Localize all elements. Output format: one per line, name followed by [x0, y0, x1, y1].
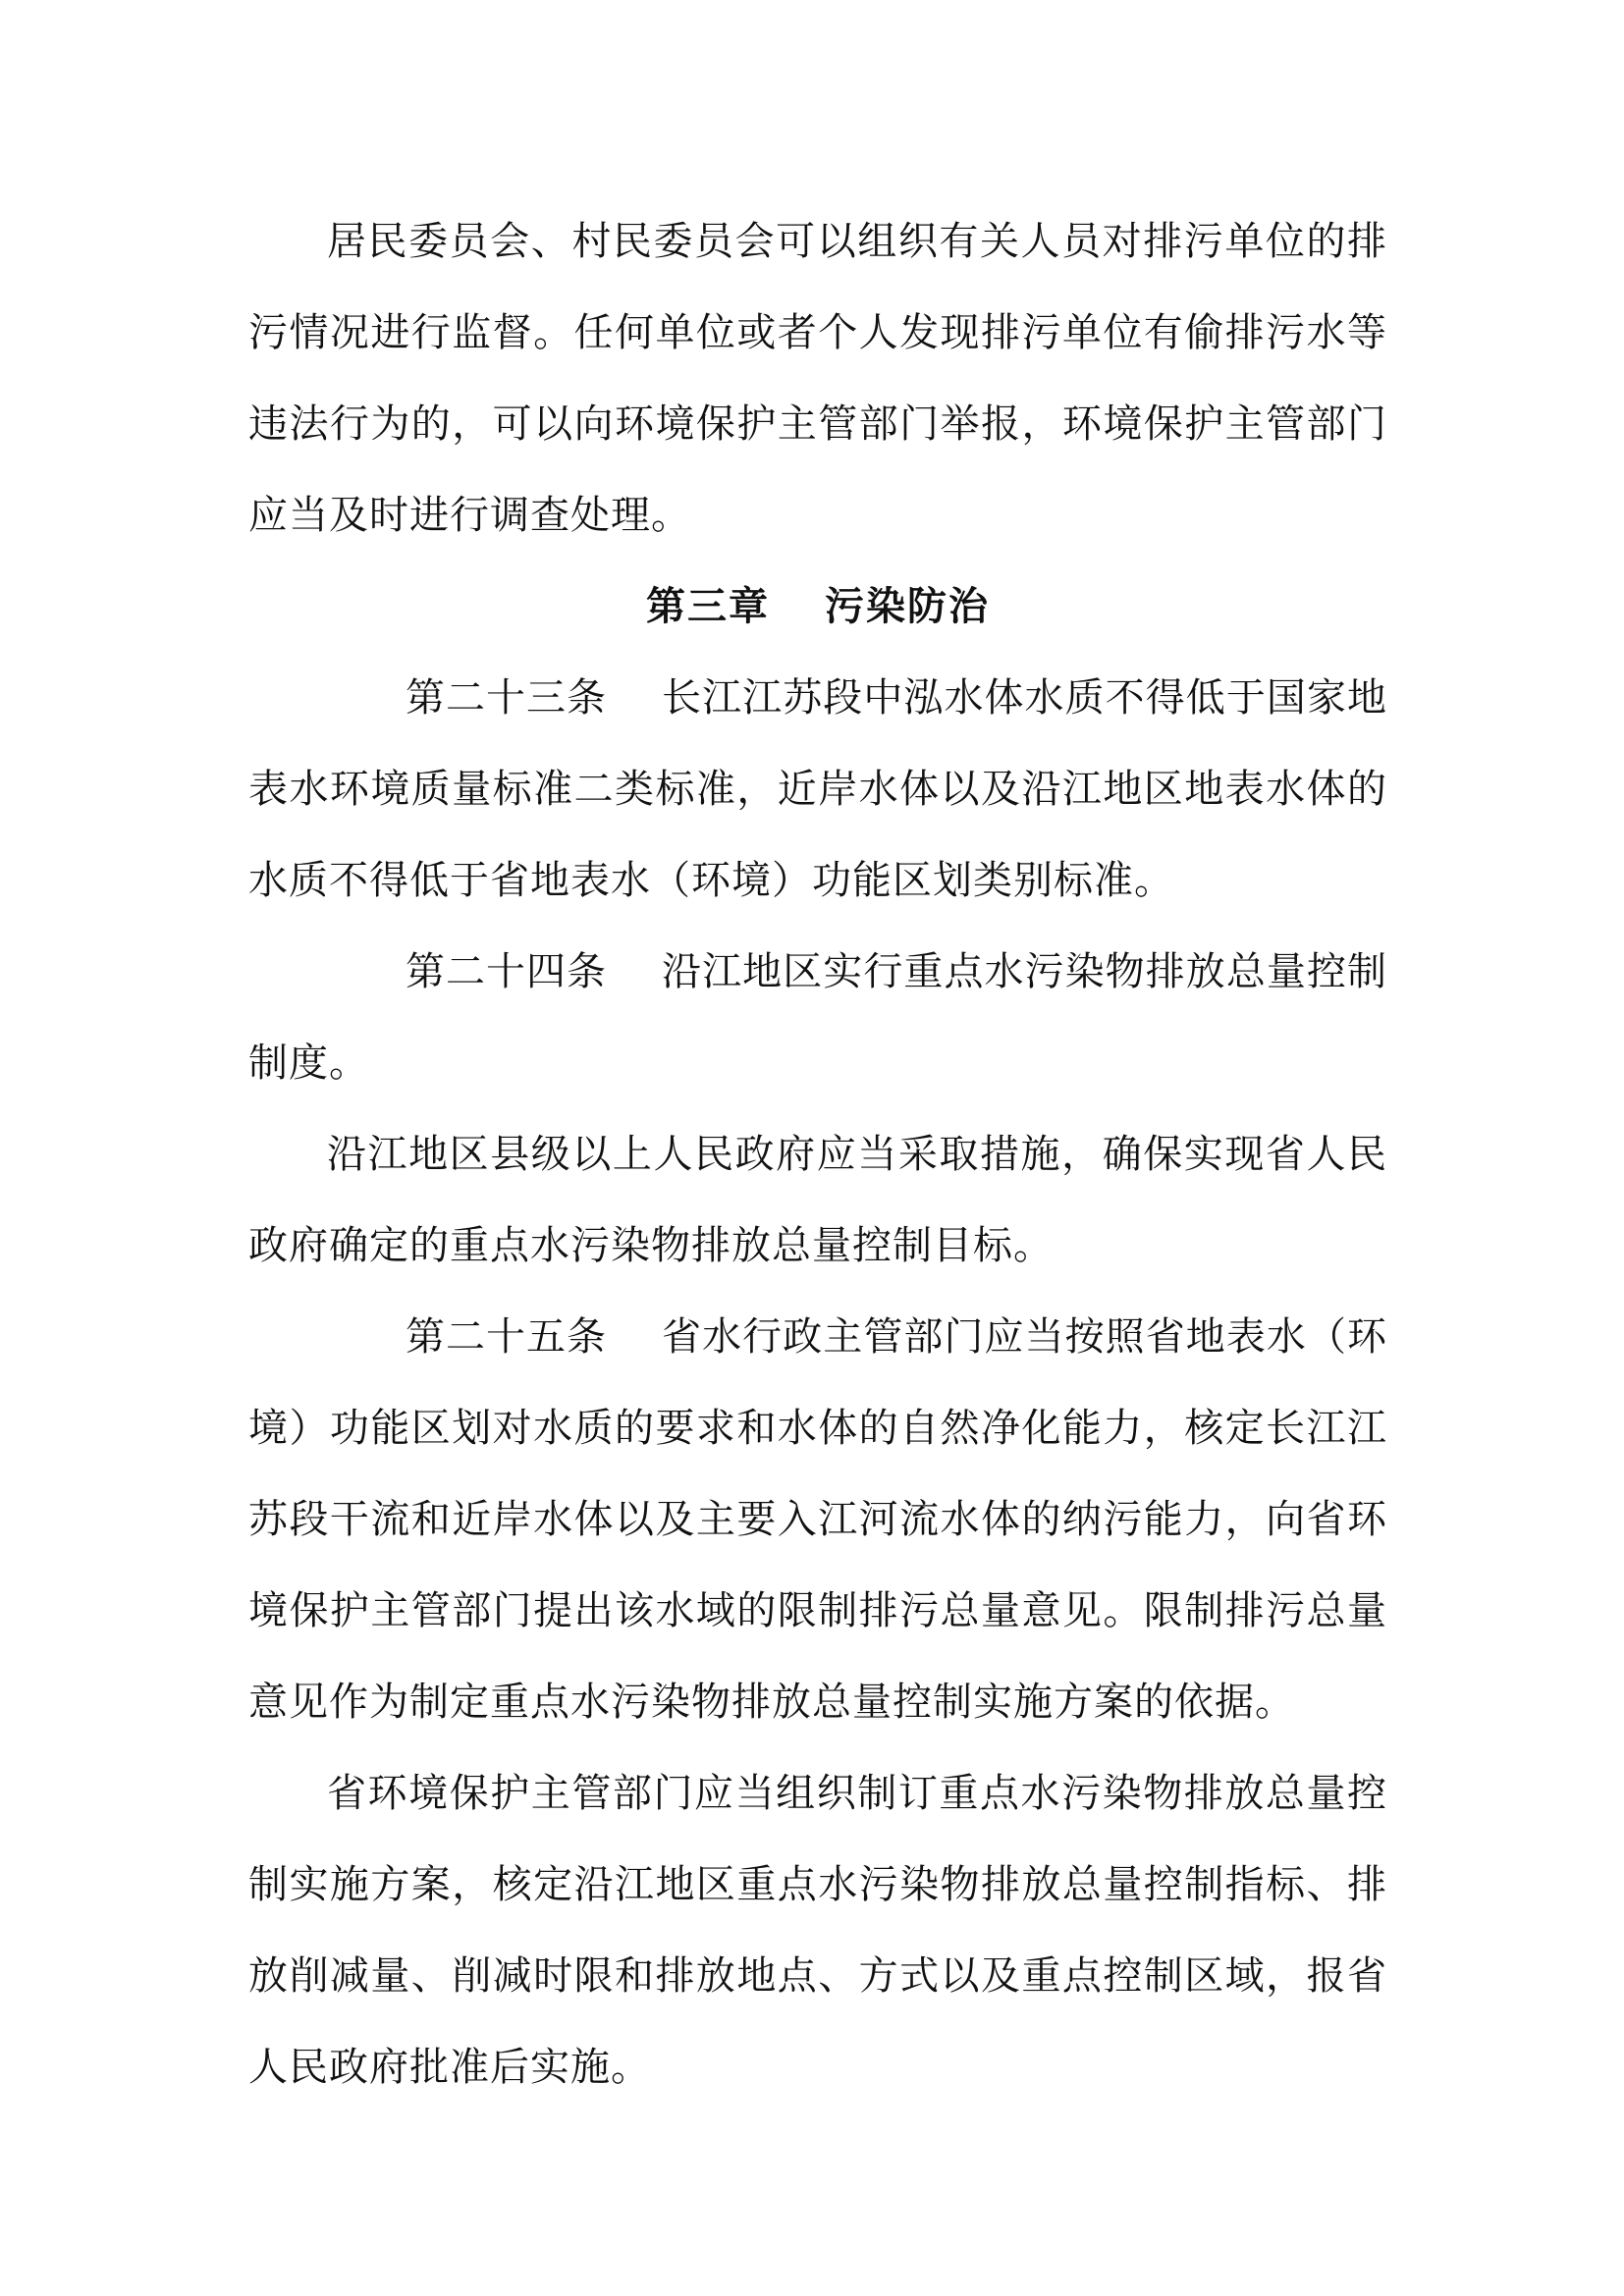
article-25-text: 省水行政主管部门应当按照省地表水（环境）功能区划对水质的要求和水体的自然净化能力，核定长江江苏段干流和近岸水体以及主要入江河流水体的纳污能力，向省环境保护主管部门提出该水域的限制排污总量意见。限制排污总量意见作为制定重点水污染物排放总量控制实施方案的依据。 [248, 1314, 1387, 1725]
article-24 [248, 927, 1387, 1109]
article-24-paragraph-2: 沿江地区县级以上人民政府应当采取措施，确保实现省人民政府确定的重点水污染物排放总量控制目标。 [248, 1132, 1387, 1268]
article-25-paragraph-2: 省环境保护主管部门应当组织制订重点水污染物排放总量控制实施方案，核定沿江地区重点水污染物排放总量控制指标、排放削减量、削减时限和排放地点、方式以及重点控制区域，报省人民政府批准后实施。 [248, 1771, 1387, 2090]
article-24-number: 第二十四条 [406, 949, 607, 994]
chapter-heading [248, 561, 1387, 653]
article-24-text: 沿江地区实行重点水污染物排放总量控制制度。 [248, 949, 1387, 1086]
article-25 [248, 1292, 1387, 1748]
document-body [248, 196, 1387, 2113]
paragraph-residents-supervision: 居民委员会、村民委员会可以组织有关人员对排污单位的排污情况进行监督。任何单位或者个人发现排污单位有偷排污水等违法行为的，可以向环境保护主管部门举报，环境保护主管部门应当及时进行调查处理。 [248, 219, 1387, 538]
article-23 [248, 653, 1387, 927]
chapter-number: 第三章 [646, 584, 770, 629]
article-23-text: 长江江苏段中泓水体水质不得低于国家地表水环境质量标准二类标准，近岸水体以及沿江地区地表水体的水质不得低于省地表水（环境）功能区划类别标准。 [248, 675, 1387, 903]
chapter-title: 污染防治 [825, 584, 990, 629]
article-25-number: 第二十五条 [406, 1314, 607, 1360]
article-23-number: 第二十三条 [406, 675, 607, 721]
